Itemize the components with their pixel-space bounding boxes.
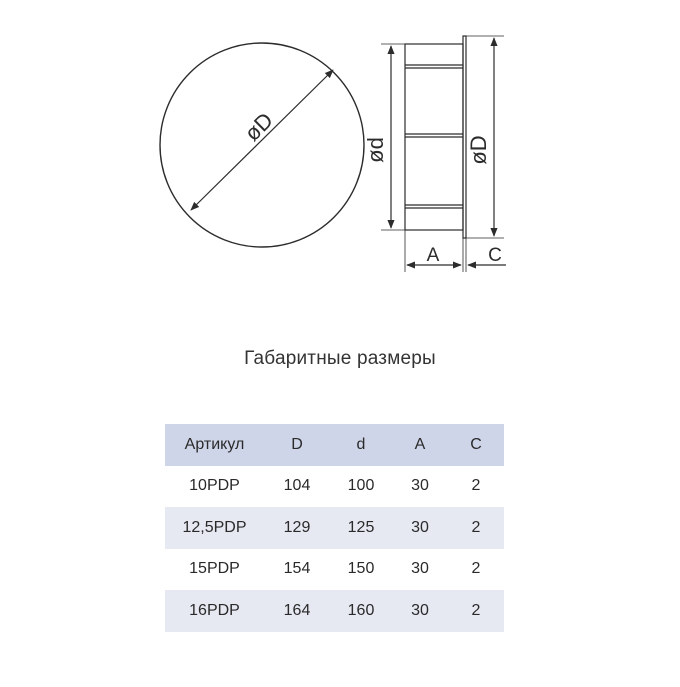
- column-header-article: Артикул: [165, 424, 264, 466]
- column-header-d-inner: d: [330, 424, 392, 466]
- table-cell: 164: [264, 590, 330, 632]
- table-cell: 30: [392, 507, 448, 549]
- table-cell: 154: [283, 560, 311, 578]
- table-cell: 15PDP: [189, 560, 240, 578]
- table-cell: 30: [411, 560, 429, 578]
- table-cell: 16PDP: [165, 590, 264, 632]
- front-view-circle: [160, 43, 364, 247]
- table-row: [165, 590, 504, 632]
- outer-diameter-label: øD: [466, 135, 491, 165]
- dimensions-table: [165, 424, 504, 632]
- table-cell: 150: [347, 560, 375, 578]
- table-cell: 2: [448, 590, 504, 632]
- table-cell: 2: [448, 507, 504, 549]
- table-cell: 30: [392, 590, 448, 632]
- table-cell: 30: [411, 477, 429, 495]
- table-cell: 125: [330, 507, 392, 549]
- front-diameter-label: øD: [239, 107, 278, 146]
- table-cell: 10PDP: [189, 477, 240, 495]
- depth-label: A: [426, 245, 440, 266]
- technical-drawing: [0, 0, 680, 300]
- table-cell: 12,5PDP: [165, 507, 264, 549]
- side-view: [363, 36, 506, 272]
- table-cell: 100: [347, 477, 375, 495]
- table-row: [165, 466, 504, 508]
- table-cell: 2: [471, 560, 481, 578]
- table-cell: 104: [283, 477, 311, 495]
- table-row: [165, 507, 504, 549]
- column-header-c: C: [448, 424, 504, 466]
- column-header-a: A: [392, 424, 448, 466]
- table-cell: 160: [330, 590, 392, 632]
- inner-diameter-label: ød: [363, 137, 388, 163]
- table-header-row: [165, 424, 504, 466]
- dimensions-heading: Габаритные размеры: [244, 348, 436, 369]
- flange-label: C: [488, 245, 502, 266]
- table-cell: 129: [264, 507, 330, 549]
- table-cell: 2: [471, 477, 481, 495]
- front-view: [160, 43, 364, 247]
- table-row: [165, 549, 504, 591]
- column-header-d-outer: D: [264, 424, 330, 466]
